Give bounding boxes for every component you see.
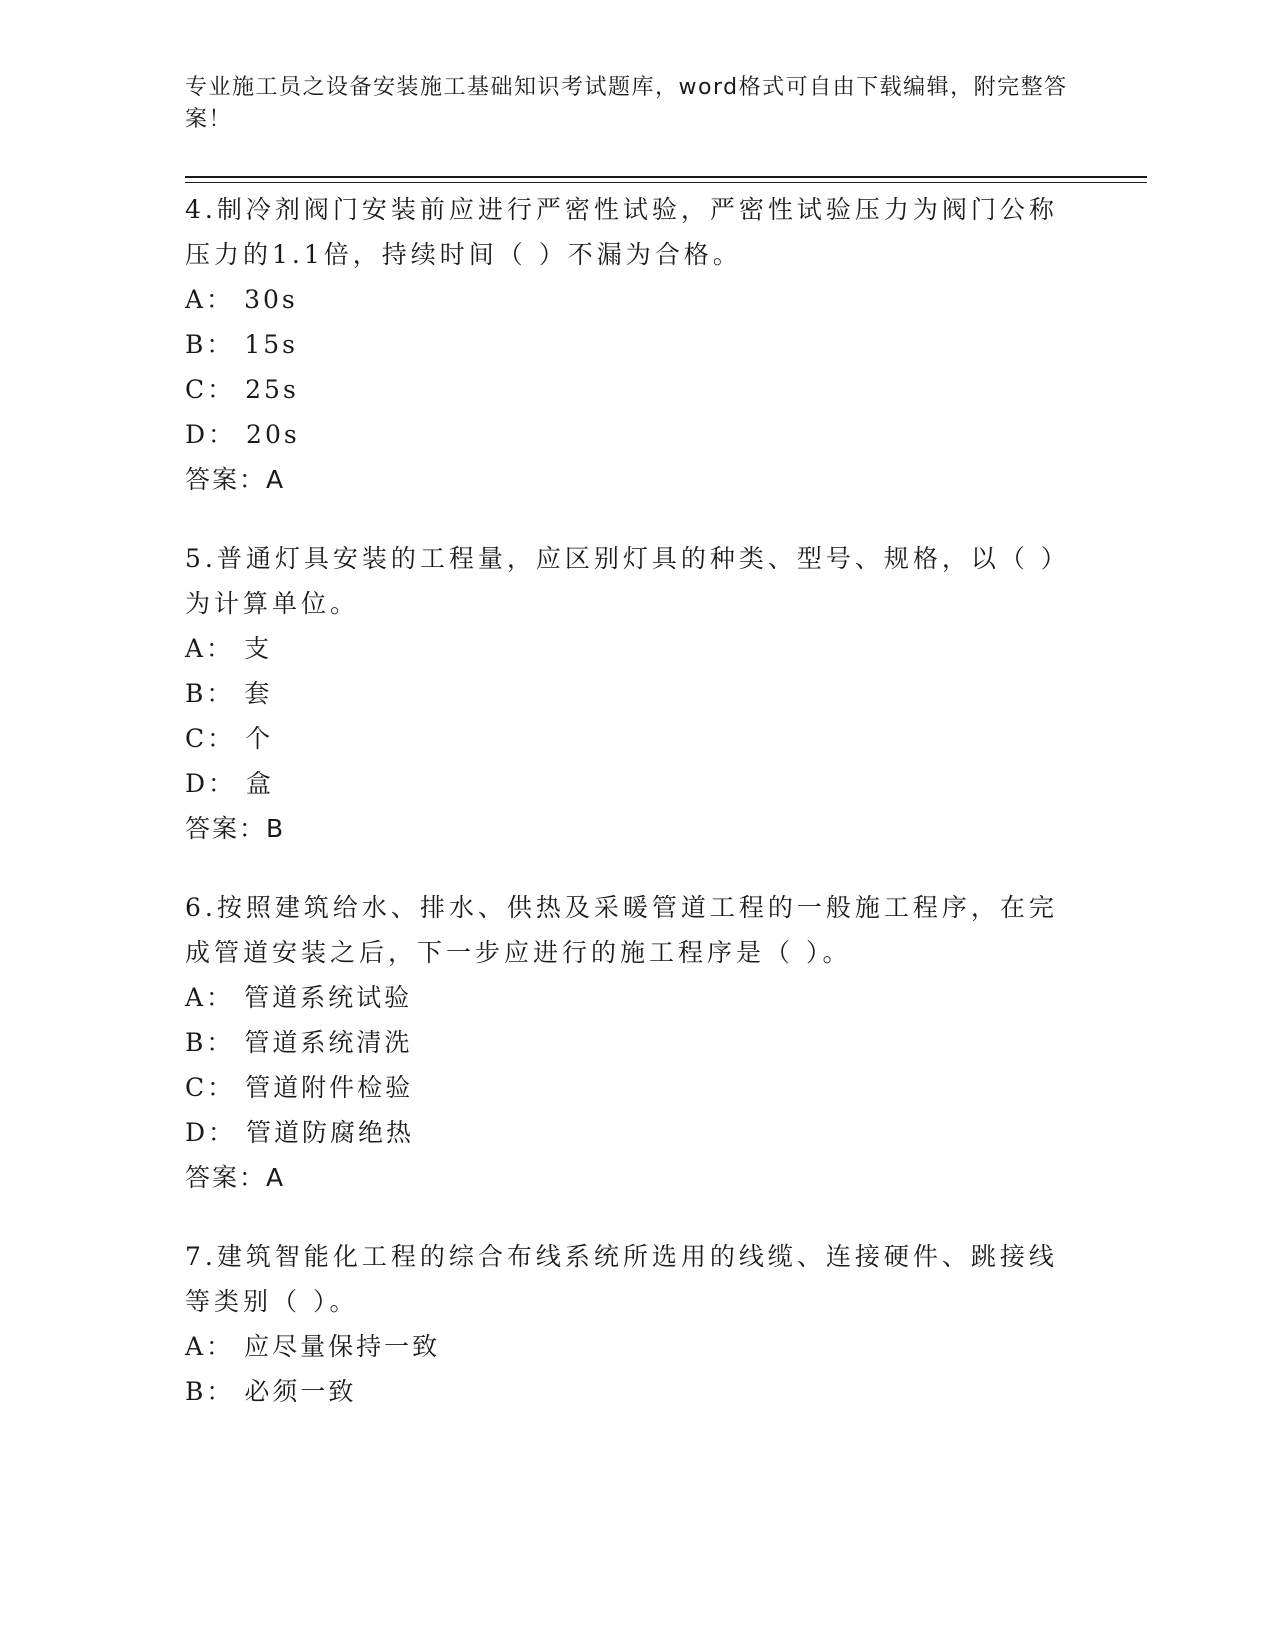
option-text: 20s: [246, 420, 300, 449]
option-letter: B：: [185, 1028, 235, 1057]
option-text: 管道附件检验: [245, 1073, 414, 1102]
option-letter: C：: [185, 1073, 236, 1102]
answer-line: 答案：B: [185, 814, 286, 843]
option-a: [185, 277, 1075, 322]
answer-line: 答案：A: [185, 1163, 286, 1192]
option-letter: D：: [185, 1118, 237, 1147]
header-rule-thick: [185, 176, 1147, 178]
option-letter: C：: [185, 724, 236, 753]
question-block: [185, 536, 1075, 851]
option-b: [185, 1020, 1075, 1065]
question-block: [185, 885, 1075, 1200]
question-stem: 7.建筑智能化工程的综合布线系统所选用的线缆、连接硬件、跳接线等类别（ ）。: [185, 1242, 1058, 1316]
page-header: 专业施工员之设备安装施工基础知识考试题库，word格式可自由下载编辑，附完整答案！: [185, 75, 1068, 132]
option-d: [185, 1110, 1075, 1155]
option-text: 管道防腐绝热: [246, 1118, 415, 1147]
option-text: 30s: [244, 285, 298, 314]
question-block: [185, 1234, 1075, 1414]
answer-line: 答案：A: [185, 465, 286, 494]
option-text: 套: [244, 679, 273, 708]
option-letter: A：: [185, 983, 235, 1012]
option-text: 25s: [245, 375, 299, 404]
header-rule-thin: [185, 182, 1147, 183]
option-text: 个: [245, 724, 274, 753]
option-letter: D：: [185, 420, 237, 449]
option-c: [185, 1065, 1075, 1110]
option-b: [185, 671, 1075, 716]
option-letter: A：: [185, 1332, 235, 1361]
option-d: [185, 412, 1075, 457]
option-text: 应尽量保持一致: [244, 1332, 441, 1361]
option-a: [185, 1324, 1075, 1369]
option-letter: B：: [185, 330, 235, 359]
option-letter: B：: [185, 1377, 235, 1406]
question-stem: 5.普通灯具安装的工程量，应区别灯具的种类、型号、规格，以（ ）为计算单位。: [185, 544, 1070, 618]
question-block: [185, 187, 1075, 502]
option-a: [185, 626, 1075, 671]
option-text: 支: [244, 634, 273, 663]
option-c: [185, 367, 1075, 412]
option-c: [185, 716, 1075, 761]
question-list: [185, 187, 1075, 1448]
option-text: 15s: [244, 330, 299, 359]
option-letter: A：: [185, 285, 235, 314]
option-text: 盒: [246, 769, 275, 798]
option-letter: D：: [185, 769, 237, 798]
option-d: [185, 761, 1075, 806]
option-text: 管道系统清洗: [244, 1028, 413, 1057]
option-letter: A：: [185, 634, 235, 663]
option-text: 管道系统试验: [244, 983, 413, 1012]
question-stem: 6.按照建筑给水、排水、供热及采暖管道工程的一般施工程序，在完成管道安装之后，下一步应进行的施工程序是（ ）。: [185, 893, 1058, 967]
option-text: 必须一致: [244, 1377, 357, 1406]
option-b: [185, 1369, 1075, 1414]
option-a: [185, 975, 1075, 1020]
option-letter: B：: [185, 679, 235, 708]
option-b: [185, 322, 1075, 367]
option-letter: C：: [185, 375, 236, 404]
question-stem: 4.制冷剂阀门安装前应进行严密性试验，严密性试验压力为阀门公称压力的1.1倍，持续时间（ ）不漏为合格。: [185, 195, 1058, 269]
